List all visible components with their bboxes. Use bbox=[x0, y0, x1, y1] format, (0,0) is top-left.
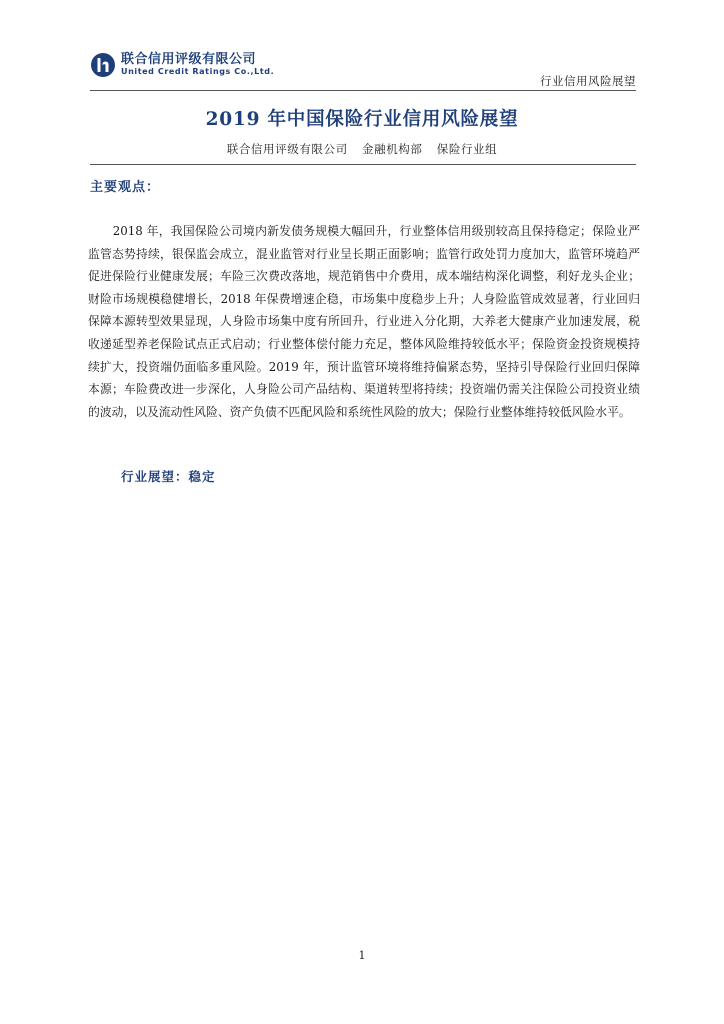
main-points-heading: 主要观点： bbox=[90, 180, 161, 195]
logo-name-cn: 联合信用评级有限公司 bbox=[121, 52, 257, 67]
title-divider bbox=[90, 164, 636, 165]
author-line: 联合信用评级有限公司 金融机构部 保险行业组 bbox=[226, 142, 498, 156]
logo-name-en: United Credit Ratings Co.,Ltd. bbox=[121, 67, 275, 76]
main-points-paragraph: 2018 年，我国保险公司境内新发债务规模大幅回升，行业整体信用级别较高且保持稳定；保险业严监管态势持续，银保监会成立，混业监管对行业呈长期正面影响；监管行政处罚力度加大，监管环境趋严促进保险行业健康发展；车险三次费改落地，规范销售中介费用，成本端结构深化调整，利好龙头企业；财险市场规模稳健增长，2018 年保费增速企稳，市场集中度稳步上升；人身险监管成效显著，行业回归保障本源转型效果显现，人身险市场集中度有所回升，行业进入分化期，大养老大健康产业加速发展，税收递延型养老保险试点正式启动；行业整体偿付能力充足，整体风险维持较低水平；保险资金投资规模持续扩大，投资端仍面临多重风险。2019 年，预计监管环境将维持偏紧态势，坚持引导保险行业回归保障本源；车险费改进一步深化，人身险公司产品结构、渠道转型将持续；投资端仍需关注保险公司投资业绩的波动，以及流动性风险、资产负债不匹配风险和系统性风险的放大；保险行业整体维持较低风险水平。 bbox=[88, 224, 640, 419]
header-divider bbox=[90, 90, 636, 91]
industry-outlook-heading: 行业展望：稳定 bbox=[121, 469, 216, 484]
page-number: 1 bbox=[358, 949, 366, 962]
company-logo-icon bbox=[90, 52, 116, 78]
report-type-label: 行业信用风险展望 bbox=[540, 74, 636, 88]
company-logo bbox=[90, 52, 274, 78]
page-title: 2019 年中国保险行业信用风险展望 bbox=[205, 109, 519, 130]
